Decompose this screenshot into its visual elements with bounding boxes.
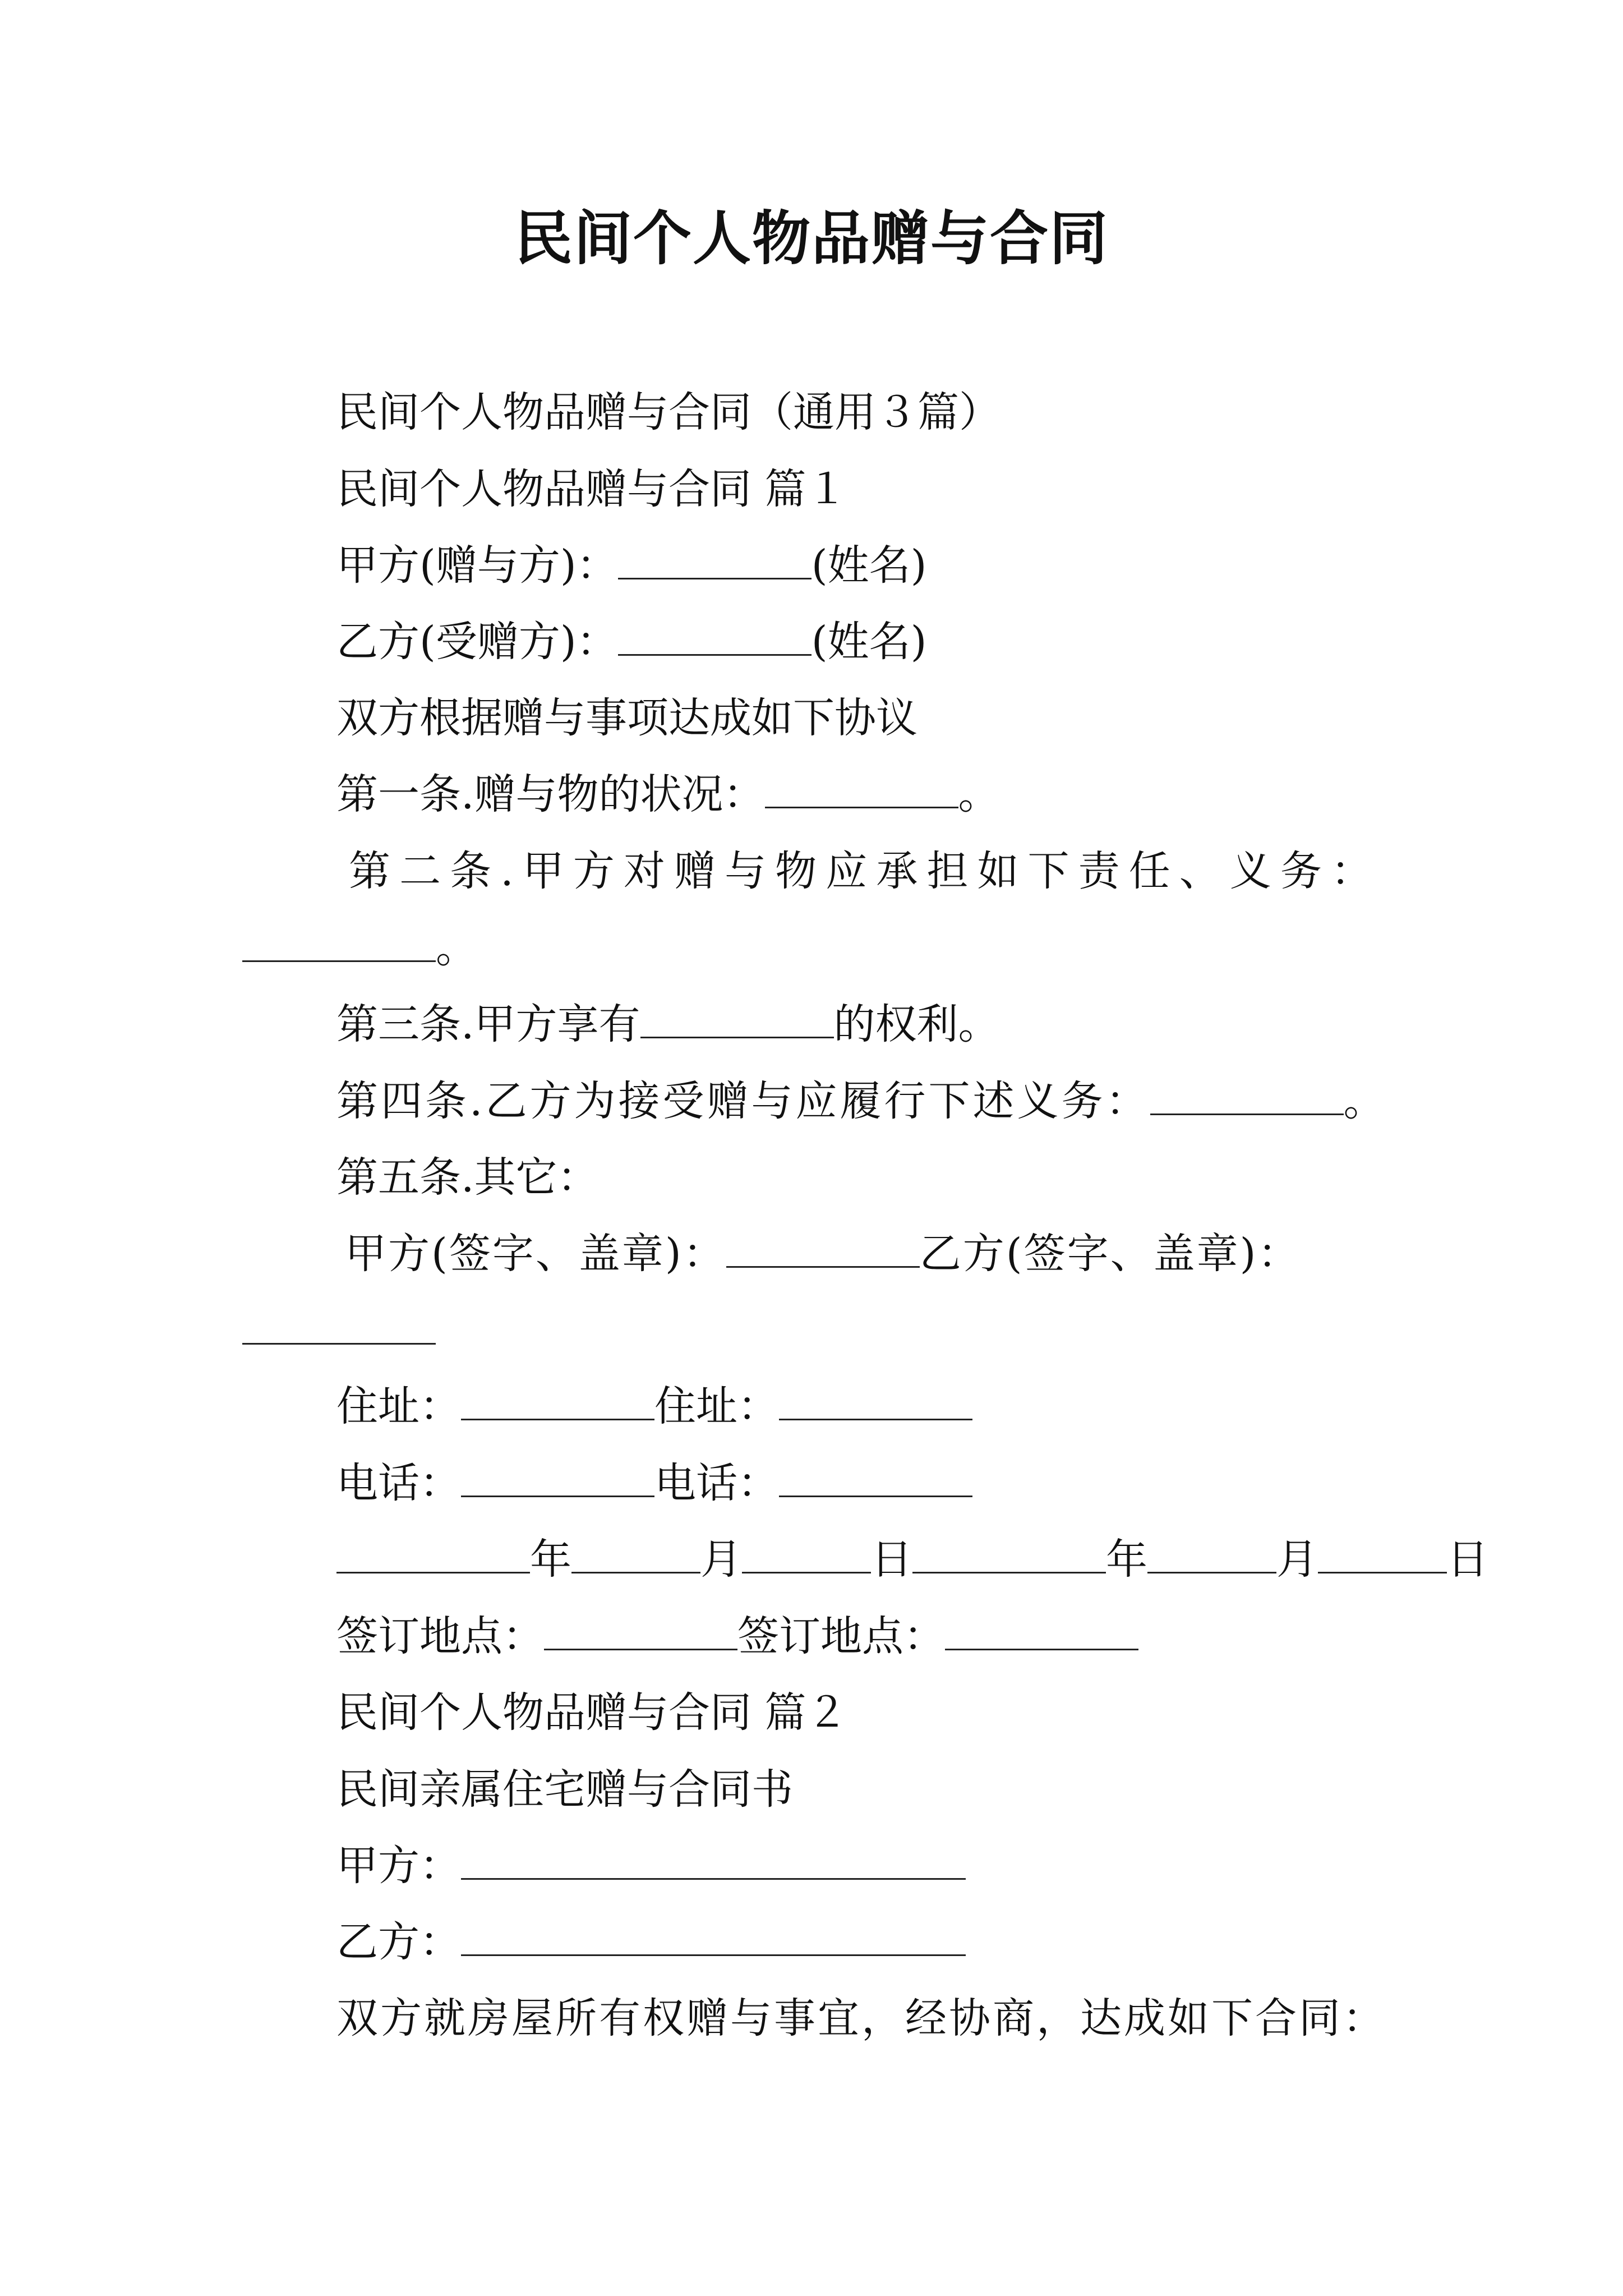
article-3-text: 第三条.甲方享有 [336,1000,640,1048]
article-1-text: 第一条.赠与物的状况： [336,770,765,818]
party-a-name-note: (姓名) [811,541,927,590]
section-heading-2-text: 民间个人物品赠与合同 篇２ [336,1688,848,1737]
section-2-party-a-label: 甲方： [336,1842,461,1890]
party-b-address-label: 住址： [654,1382,779,1430]
party-b-phone-label: 电话： [654,1459,779,1507]
article-4 [336,1073,1388,1129]
article-2 [349,843,1372,899]
article-5 [336,1149,599,1205]
article-1-end: 。 [958,770,1000,818]
article-3-end: 的权利。 [833,1000,1000,1048]
party-b-place-blank [945,1614,1138,1650]
party-a-line [336,537,927,593]
party-b-name-note: (姓名) [811,618,927,666]
party-a-address-label: 住址： [336,1382,461,1430]
article-2-continuation [242,920,477,976]
section-2-intro [336,1990,1386,2046]
article-2-end: 。 [436,924,477,972]
article-3 [336,996,1000,1052]
document-title: 民间个人物品赠与合同 [514,204,1109,273]
party-b-day-label: 日 [1447,1535,1488,1584]
section-2-party-b-label: 乙方： [336,1918,461,1966]
section-2-party-a [336,1838,966,1894]
article-4-blank [1150,1079,1344,1115]
signature-continuation [242,1303,436,1359]
party-b-month-blank [1147,1537,1276,1573]
party-a-signature-label: 甲方(签字、盖章)： [345,1230,726,1278]
party-a-address-blank [461,1384,654,1420]
article-3-blank [640,1002,834,1038]
party-a-phone-blank [461,1461,654,1497]
agreement-intro-text: 双方根据赠与事项达成如下协议 [336,694,917,742]
party-b-place-label: 签订地点： [737,1612,945,1660]
phone-line [336,1455,972,1511]
section-heading-1 [336,461,848,517]
party-b-phone-blank [779,1461,972,1497]
date-line [336,1531,1488,1588]
signature-line [345,1226,1301,1282]
party-a-name-blank [618,543,811,579]
party-a-day-label: 日 [871,1535,912,1584]
article-2-blank [242,926,436,962]
party-b-name-blank [618,619,811,656]
section-2-party-a-blank [461,1843,966,1880]
party-b-year-blank [912,1537,1106,1573]
party-b-signature-blank [242,1308,436,1345]
party-a-phone-label: 电话： [336,1459,461,1507]
party-a-label: 甲方(赠与方)： [336,541,618,590]
section-2-title [336,1761,793,1818]
party-a-month-label: 月 [700,1535,742,1584]
party-a-place-label: 签订地点： [336,1612,544,1660]
article-5-text: 第五条.其它： [336,1153,599,1202]
address-line [336,1378,972,1434]
section-heading-1-text: 民间个人物品赠与合同 篇１ [336,465,848,513]
party-b-address-blank [779,1384,972,1420]
party-b-signature-label: 乙方(签字、盖章)： [919,1230,1301,1278]
signing-place-line [336,1608,1138,1664]
section-2-party-b-blank [461,1920,966,1956]
subtitle [336,384,1000,440]
party-a-month-blank [571,1537,700,1573]
article-4-text: 第四条.乙方为接受赠与应履行下述义务： [336,1077,1150,1125]
party-a-year-label: 年 [530,1535,571,1584]
article-2-text: 第二条.甲方对赠与物应承担如下责任、义务： [349,847,1372,895]
section-2-party-b [336,1914,966,1970]
party-b-label: 乙方(受赠方)： [336,618,618,666]
subtitle-text: 民间个人物品赠与合同（通用３篇） [336,388,1000,436]
section-2-intro-text: 双方就房屋所有权赠与事宜，经协商，达成如下合同： [336,1994,1386,2042]
party-a-place-blank [544,1614,737,1650]
party-b-month-label: 月 [1276,1535,1318,1584]
agreement-intro [336,690,917,746]
party-a-year-blank [336,1537,530,1573]
article-1-blank [765,772,958,808]
article-4-end: 。 [1343,1077,1388,1125]
party-b-line [336,614,927,670]
article-1 [336,766,1000,822]
section-2-title-text: 民间亲属住宅赠与合同书 [336,1765,793,1814]
party-a-day-blank [742,1537,871,1573]
party-b-day-blank [1318,1537,1447,1573]
section-heading-2 [336,1685,848,1741]
party-b-year-label: 年 [1106,1535,1147,1584]
party-a-signature-blank [726,1231,920,1268]
